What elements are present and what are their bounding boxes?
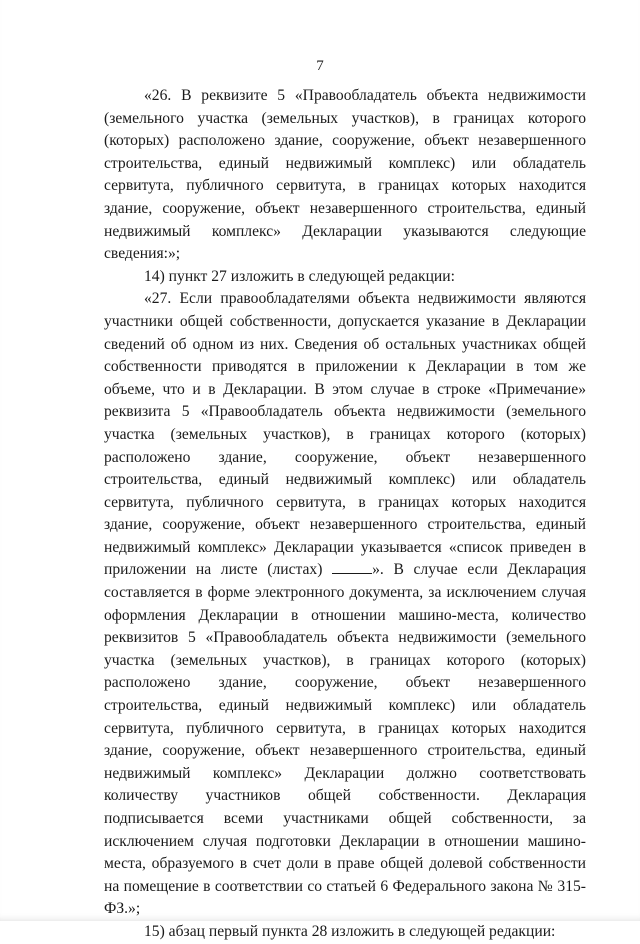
paragraph-item-27: [104, 288, 586, 921]
page-number: 7: [316, 58, 324, 74]
paragraph-amendment-15: 15) абзац первый пункта 28 изложить в следующей редакции:: [144, 922, 556, 940]
document-body: [104, 85, 586, 944]
paragraph-item-27-part-1: «27. Если правообладателями объекта недвижимости являются участники общей собственности, допускается указание в Декларации сведений об одном из них. Сведения об остальных участниках общей собственности приводятся в приложении к Декларации в том же объеме, что и в Декларации. В этом случае в строке «Примечание» реквизита 5 «Правообладатель объекта недвижимости (земельного участка (земельных участков), в границах которого (которых) расположено здание, сооружение, объект незавершенного строительства, единый недвижимый комплекс) или обладатель сервитута, публичного сервитута, в границах которых находится здание, сооружение, объект незавершенного строительства, единый недвижимый комплекс» Декларации указывается «список приведен в приложении на листе (листах): [104, 290, 586, 579]
paragraph-item-27-part-2: ». В случае если Декларация составляется в форме электронного документа, за исключением случая оформления Декларации в отношении машино-места, количество реквизитов 5 «Правообладатель объекта недвижимости (земельного участка (земельных участков), в границах которого (которых) расположено здание, сооружение, объект незавершенного строительства, единый недвижимый комплекс) или обладатель сервитута, публичного сервитута, в границах которых находится здание, сооружение, объект незавершенного строительства, единый недвижимый комплекс» Декларации должно соответствовать количеству участников общей собственности. Декларация подписывается всеми участниками общей собственности, за исключением случая подготовки Декларации в отношении машино-места, образуемого в счет доли в праве общей долевой собственности на помещение в соответствии со статьей 6 Федерального закона № 315-ФЗ.»;: [104, 561, 586, 918]
blank-line: [332, 559, 372, 574]
paragraph-amendment-14: 14) пункт 27 изложить в следующей редакции:: [144, 267, 455, 285]
paragraph-item-26: «26. В реквизите 5 «Правообладатель объекта недвижимости (земельного участка (земельных участков), в границах которого (которых) расположено здание, сооружение, объект незавершенного строительства, единый недвижимый комплекс) или обладатель сервитута, публичного сервитута, в границах которых находится здание, сооружение, объект незавершенного строительства, единый недвижимый комплекс» Декларации указываются следующие сведения:»;: [104, 87, 586, 263]
